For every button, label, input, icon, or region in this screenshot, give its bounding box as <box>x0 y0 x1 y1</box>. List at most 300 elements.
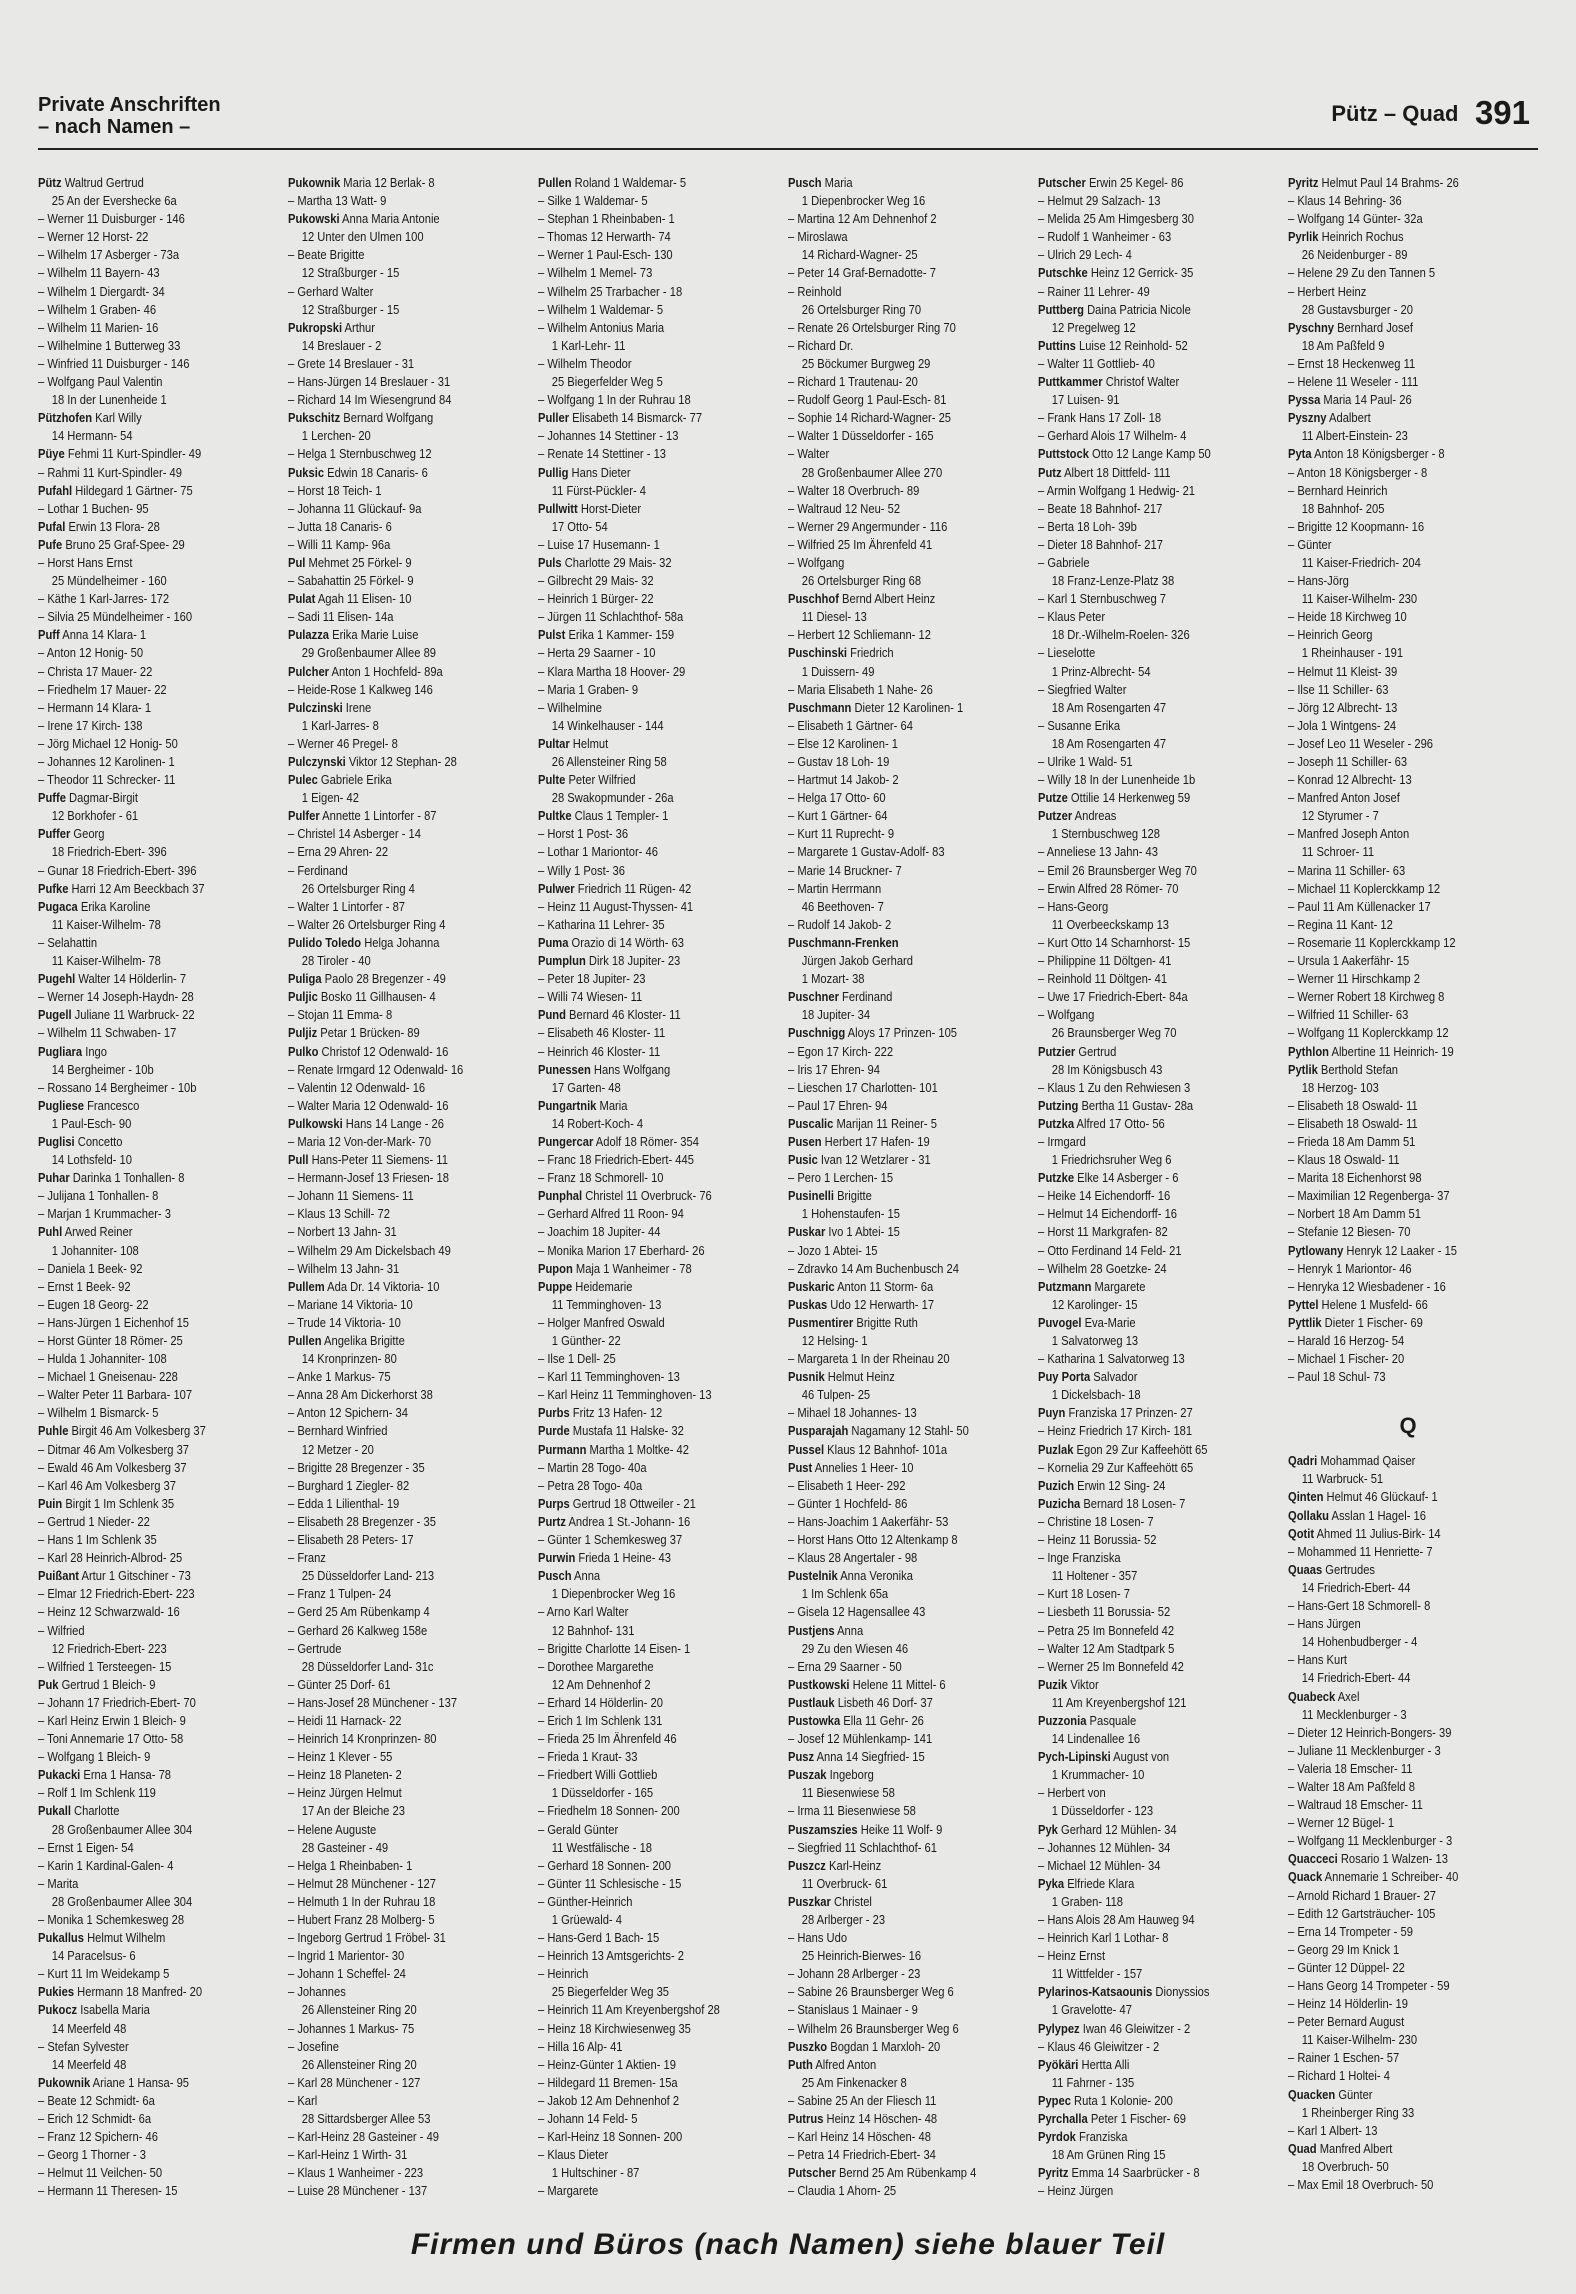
entry-details: Adalbert <box>1326 410 1371 426</box>
list-item: – Renate Irmgard 12 Odenwald- 16 <box>288 1061 464 1077</box>
list-item <box>1038 1983 1277 2001</box>
entry-details: Birgit 46 Am Volkesberg 37 <box>68 1423 206 1439</box>
surname: Puma <box>538 934 569 950</box>
list-item: 12 Pregelweg 12 <box>1051 319 1136 335</box>
list-item: 1 Düsseldorfer - 123 <box>1051 1803 1154 1819</box>
list-item: – Petra 28 Togo- 40a <box>538 1477 643 1493</box>
column-6 <box>1288 174 1528 2198</box>
list-item: 1 Friedrichsruher Weg 6 <box>1051 1152 1172 1168</box>
list-item <box>288 409 527 427</box>
list-item: – Gerhard Alois 17 Wilhelm- 4 <box>1038 428 1187 444</box>
list-item: – Wolfgang 14 Günter- 32a <box>1288 211 1423 227</box>
list-item: 11 Diesel- 13 <box>801 609 867 625</box>
surname: Puttstock <box>1038 446 1089 462</box>
list-item <box>788 1821 1027 1839</box>
entry-details: Christof Walter <box>1102 374 1180 390</box>
list-item: – Horst Günter 18 Römer- 25 <box>38 1333 183 1348</box>
list-item: – Ulrich 29 Lech- 4 <box>1038 247 1132 263</box>
list-item: – Juliane 11 Mecklenburger - 3 <box>1288 1742 1441 1758</box>
list-item: – Friedhelm 18 Sonnen- 200 <box>538 1803 680 1819</box>
surname: Purps <box>538 1495 570 1511</box>
surname: Puschhof <box>788 591 839 607</box>
entry-details: Erwin 13 Flora- 28 <box>65 518 160 534</box>
list-item <box>1038 1368 1277 1386</box>
list-item <box>1038 1477 1277 1495</box>
list-item <box>288 988 527 1006</box>
entry-details: Egon 29 Zur Kaffeehött 65 <box>1073 1441 1208 1457</box>
list-item: – Manfred Anton Josef <box>1288 790 1400 806</box>
list-item: – Richard 14 Im Wiesengrund 84 <box>288 392 452 408</box>
list-item: – Hans Udo <box>788 1930 848 1946</box>
surname: Pufe <box>38 536 63 552</box>
list-item: – Grete 14 Breslauer - 31 <box>288 355 415 371</box>
list-item: – Helene 11 Weseler - 111 <box>1288 374 1419 390</box>
list-item: – Karl-Heinz 28 Gasteiner - 49 <box>288 2129 440 2145</box>
list-item: – Marina 11 Schiller- 63 <box>1288 862 1406 878</box>
list-item: – Karl-Heinz 18 Sonnen- 200 <box>538 2129 683 2145</box>
list-item: – Wolfgang Paul Valentin <box>38 374 163 390</box>
entry-details: Helmut Heinz <box>824 1369 895 1385</box>
list-item: 14 Lindenallee 16 <box>1051 1731 1141 1747</box>
entry-details: Erika 1 Kammer- 159 <box>565 627 675 643</box>
list-item: – Gerald Günter <box>538 1821 619 1837</box>
list-item <box>1038 2110 1277 2128</box>
surname: Pufahl <box>38 482 73 498</box>
list-item: – Karl 1 Albert- 13 <box>1288 2122 1378 2138</box>
list-item: 11 Wittfelder - 157 <box>1051 1966 1143 1982</box>
list-item: – Helene 29 Zu den Tannen 5 <box>1288 265 1436 281</box>
list-item <box>788 1296 1027 1314</box>
list-item: 1 Im Schlenk 65a <box>801 1586 889 1602</box>
list-item: – Hans Alois 28 Am Hauweg 94 <box>1038 1912 1195 1927</box>
list-item: – Julijana 1 Tonhallen- 8 <box>38 1188 159 1204</box>
surname: Quad <box>1288 2140 1317 2156</box>
list-item: – Karl Heinz 11 Temminghoven- 13 <box>538 1387 712 1403</box>
list-item: 18 In der Lunenheide 1 <box>51 392 167 408</box>
list-item: 1 Karl-Jarres- 8 <box>301 717 379 733</box>
list-item: 14 Friedrich-Ebert- 44 <box>1301 1670 1411 1686</box>
list-item: – Friedhelm 17 Mauer- 22 <box>38 681 167 697</box>
entry-details: Karl-Heinz <box>825 1857 882 1873</box>
entry-details: Iwan 46 Gleiwitzer - 2 <box>1079 2020 1191 2036</box>
list-item: – Lothar 1 Mariontor- 46 <box>538 844 658 860</box>
list-item: – Katharina 11 Lehrer- 35 <box>538 916 665 932</box>
list-item: – Margareta 1 In der Rheinau 20 <box>788 1351 950 1367</box>
list-item: 12 Straßburger - 15 <box>301 301 400 317</box>
entry-details: Ottilie 14 Herkenweg 59 <box>1067 790 1191 806</box>
list-item: – Walter 26 Ortelsburger Ring 4 <box>288 916 446 932</box>
entry-details: Charlotte <box>70 1803 120 1819</box>
list-item <box>38 1766 277 1784</box>
entry-details: Albertine 11 Heinrich- 19 <box>1328 1043 1454 1059</box>
list-item: 1 Eigen- 42 <box>301 790 359 806</box>
surname: Pustowka <box>788 1712 841 1728</box>
list-item: – Anton 12 Honig- 50 <box>38 645 144 661</box>
surname: Pulazza <box>288 627 330 643</box>
surname: Pyssa <box>1288 392 1321 408</box>
entry-details: Emma 14 Saarbrücker - 8 <box>1068 2165 1200 2181</box>
list-item <box>1038 1278 1277 1296</box>
list-item: – Emil 26 Braunsberger Weg 70 <box>1038 862 1197 878</box>
surname: Putzke <box>1038 1170 1075 1186</box>
list-item: – Rainer 11 Lehrer- 49 <box>1038 283 1150 299</box>
list-item <box>1038 1495 1277 1513</box>
entry-details: Isabella Maria <box>77 2002 150 2018</box>
list-item: – Franc 18 Friedrich-Ebert- 445 <box>538 1152 694 1168</box>
surname: Pustjens <box>788 1622 835 1638</box>
surname: Pütz <box>38 175 62 190</box>
list-item: – Wilhelm 25 Trarbacher - 18 <box>538 283 683 299</box>
entry-details: Alfred 17 Otto- 56 <box>1074 1115 1165 1131</box>
entry-details: Ahmed 11 Julius-Birk- 14 <box>1314 1525 1441 1541</box>
surname: Pusch <box>538 1568 572 1584</box>
entry-details: Maria 14 Paul- 26 <box>1320 392 1412 408</box>
list-item: 26 Allensteiner Ring 58 <box>551 754 667 769</box>
list-item: 18 Overbruch- 50 <box>1301 2158 1389 2174</box>
surname: Pytlowany <box>1288 1242 1344 1258</box>
page-header <box>38 92 1538 150</box>
list-item: – Herta 29 Saarner - 10 <box>538 645 656 661</box>
list-item: – Irmgard <box>1038 1133 1086 1149</box>
list-item: – Helmut 28 Münchener - 127 <box>288 1875 436 1891</box>
list-item: 14 Richard-Wagner- 25 <box>801 247 918 263</box>
entry-details: Bertha 11 Gustav- 28a <box>1078 1097 1194 1113</box>
list-item <box>788 2110 1027 2128</box>
entry-details: Mehmet 25 Förkel- 9 <box>305 554 412 570</box>
list-item: – Monika Marion 17 Eberhard- 26 <box>538 1242 705 1258</box>
list-item: – Harald 16 Herzog- 54 <box>1288 1333 1405 1348</box>
list-item: 18 Franz-Lenze-Platz 38 <box>1051 573 1175 589</box>
list-item <box>1038 789 1277 807</box>
entry-details: Hans Dieter <box>568 464 631 480</box>
surname: Putzing <box>1038 1097 1079 1113</box>
list-item: – Siegfried Walter <box>1038 681 1127 697</box>
list-item: 28 Sittardsberger Allee 53 <box>301 2111 431 2127</box>
surname: Pych-Lipinski <box>1038 1749 1111 1765</box>
list-item: – Karl 28 Heinrich-Albrod- 25 <box>38 1550 183 1566</box>
entry-details: Waltrud Gertrud <box>61 175 144 190</box>
list-item: – Henryka 12 Wiesbadener - 16 <box>1288 1278 1446 1294</box>
list-item: – Heike 14 Eichendorff- 16 <box>1038 1188 1171 1204</box>
surname: Pulczynski <box>288 754 346 769</box>
list-item: – Michael 11 Koplerckkamp 12 <box>1288 880 1441 896</box>
list-item: 25 Düsseldorfer Land- 213 <box>301 1568 435 1584</box>
surname: Pusen <box>788 1133 822 1149</box>
list-item: 11 Kaiser-Wilhelm- 230 <box>1301 591 1418 607</box>
list-item: – Stefanie 12 Biesen- 70 <box>1288 1224 1411 1240</box>
list-item: 18 Am Rosengarten 47 <box>1051 735 1167 751</box>
list-item: 1 Prinz-Albrecht- 54 <box>1051 663 1151 679</box>
list-item <box>538 626 777 644</box>
surname: Putscher <box>1038 175 1086 190</box>
list-item: – Wilhelm 1 Memel- 73 <box>538 265 653 281</box>
list-item: 25 Heinrich-Bierwes- 16 <box>801 1948 922 1964</box>
list-item: – Gabriele <box>1038 554 1090 570</box>
list-item: 18 Friedrich-Ebert- 396 <box>51 844 167 860</box>
list-item: 12 Friedrich-Ebert- 223 <box>51 1640 167 1656</box>
list-item: – Michael 1 Fischer- 20 <box>1288 1351 1405 1367</box>
list-item: – Maria 12 Von-der-Mark- 70 <box>288 1133 431 1149</box>
list-item: – Horst Hans Ernst <box>38 554 133 570</box>
surname: Pulcher <box>288 663 330 679</box>
list-item <box>1288 445 1527 463</box>
entry-details: Bernard 18 Losen- 7 <box>1080 1495 1186 1511</box>
list-item: – Wilhelmine 1 Butterweg 33 <box>38 337 181 353</box>
list-item <box>288 319 527 337</box>
list-item <box>538 735 777 753</box>
entry-details: Birgit 1 Im Schlenk 35 <box>62 1495 175 1511</box>
list-item: – Werner 14 Joseph-Haydn- 28 <box>38 989 194 1005</box>
list-item: – Daniela 1 Beek- 92 <box>38 1260 143 1276</box>
list-item: 11 Warbruck- 51 <box>1301 1471 1384 1487</box>
list-item: – Georg 1 Thorner - 3 <box>38 2147 146 2163</box>
list-item: 14 Breslauer - 2 <box>301 337 382 353</box>
list-item: – Johannes 12 Mühlen- 34 <box>1038 1839 1171 1855</box>
entry-details: Dionyssios <box>1152 1984 1210 2000</box>
list-item: – Hildegard 11 Bremen- 15a <box>538 2074 678 2090</box>
entry-details: Christel 11 Overbruck- 76 <box>582 1188 712 1204</box>
list-item: – Heinz Jürgen Helmut <box>288 1785 402 1801</box>
list-item: – Walter 18 Am Paßfeld 8 <box>1288 1778 1415 1794</box>
list-item: 11 Am Kreyenbergshof 121 <box>1051 1694 1187 1710</box>
list-item: – Ingeborg Gertrud 1 Fröbel- 31 <box>288 1930 446 1946</box>
list-item: – Rahmi 11 Kurt-Spindler- 49 <box>38 464 182 480</box>
surname: Pusz <box>788 1749 815 1765</box>
entry-details: Mohammad Qaiser <box>1317 1453 1416 1469</box>
entry-details: Heinrich Rochus <box>1318 229 1404 245</box>
list-item <box>538 1549 777 1567</box>
entry-details: Klaus 12 Bahnhof- 101a <box>824 1441 948 1457</box>
list-item: – Erich 1 Im Schlenk 131 <box>538 1712 663 1728</box>
entry-details: Elfriede Klara <box>1064 1875 1135 1891</box>
surname: Pugliese <box>38 1097 84 1113</box>
list-item: 11 Schroer- 11 <box>1301 844 1375 860</box>
list-item: – Heinz-Günter 1 Aktien- 19 <box>538 2056 676 2072</box>
list-item: – Martina 12 Am Dehnenhof 2 <box>788 211 937 227</box>
list-item: – Walter 12 Am Stadtpark 5 <box>1038 1640 1175 1656</box>
surname: Purde <box>538 1423 570 1439</box>
list-item: – Rudolf Georg 1 Paul-Esch- 81 <box>788 392 947 408</box>
list-item: – Hartmut 14 Jakob- 2 <box>788 772 899 788</box>
list-item <box>38 536 277 554</box>
list-item: – Wilhelm 11 Bayern- 43 <box>38 265 160 281</box>
entry-details: Charlotte 29 Mais- 32 <box>561 554 672 570</box>
entry-details: Edwin 18 Canaris- 6 <box>324 464 428 480</box>
entry-details: Dieter 1 Fischer- 69 <box>1321 1314 1423 1330</box>
surname: Pyttlik <box>1288 1314 1322 1330</box>
surname: Pypec <box>1038 2092 1071 2108</box>
surname: Pulko <box>288 1043 319 1059</box>
list-item: – Elisabeth 1 Gärtner- 64 <box>788 717 913 733</box>
list-item: – Erna 14 Trompeter - 59 <box>1288 1923 1413 1939</box>
list-item: – Reinhold 11 Döltgen- 41 <box>1038 971 1168 987</box>
surname: Pusnik <box>788 1369 825 1385</box>
list-item: – Richard 1 Holtei- 4 <box>1288 2068 1390 2084</box>
list-item: 1 Diepenbrocker Weg 16 <box>551 1586 676 1602</box>
list-item <box>538 1187 777 1205</box>
list-item <box>788 644 1027 662</box>
surname: Puhle <box>38 1423 69 1439</box>
entry-details: Petar 1 Brücken- 89 <box>317 1025 420 1041</box>
entry-details: Anna <box>834 1622 864 1638</box>
list-item <box>38 898 277 916</box>
list-item: 18 Am Grünen Ring 15 <box>1051 2147 1166 2163</box>
list-item <box>538 1097 777 1115</box>
surname: Pultar <box>538 735 570 751</box>
list-item: – Frieda 1 Kraut- 33 <box>538 1749 638 1765</box>
list-item: – Monika 1 Schemkesweg 28 <box>38 1912 185 1927</box>
list-item: – Karl Heinz Erwin 1 Bleich- 9 <box>38 1712 186 1728</box>
list-item: – Ulrike 1 Wald- 51 <box>1038 754 1133 769</box>
list-item <box>38 1929 277 1947</box>
list-item: 26 Ortelsburger Ring 68 <box>801 573 922 589</box>
column-2 <box>288 174 528 2198</box>
list-item: – Ilse 11 Schiller- 63 <box>1288 681 1389 697</box>
surname: Puvogel <box>1038 1314 1082 1330</box>
entry-details: Eva-Marie <box>1081 1314 1136 1330</box>
surname: Pulido Toledo <box>288 934 362 950</box>
list-item <box>788 2164 1027 2182</box>
list-item: – Heinz 18 Planeten- 2 <box>288 1767 402 1783</box>
list-item <box>1038 301 1277 319</box>
list-item: – Gisela 12 Hagensallee 43 <box>788 1604 926 1620</box>
list-item: – Gertrud 1 Nieder- 22 <box>38 1513 150 1529</box>
list-item: – Günther-Heinrich <box>538 1893 633 1909</box>
list-item <box>1288 1507 1527 1525</box>
entry-details: Maria 12 Berlak- 8 <box>340 175 435 190</box>
list-item: – Willi 74 Wiesen- 11 <box>538 989 643 1005</box>
list-item: – Johann 11 Siemens- 11 <box>288 1188 414 1204</box>
list-item <box>288 970 527 988</box>
entry-details: Walter 14 Hölderlin- 7 <box>75 971 187 987</box>
entry-details: Bosko 11 Gillhausen- 4 <box>317 989 436 1005</box>
list-item: – Elisabeth 18 Oswald- 11 <box>1288 1115 1418 1131</box>
list-item <box>788 1115 1027 1133</box>
list-item: – Waltraud 12 Neu- 52 <box>788 500 901 516</box>
page-number: 391 <box>1474 94 1530 131</box>
surname: Pyritz <box>1288 175 1319 190</box>
list-item: – Klaus 18 Oswald- 11 <box>1288 1152 1400 1168</box>
surname: Purtz <box>538 1513 566 1529</box>
surname: Putzier <box>1038 1043 1076 1059</box>
list-item: – Melida 25 Am Himgesberg 30 <box>1038 211 1194 227</box>
entry-details: Axel <box>1335 1688 1360 1704</box>
list-item <box>1288 1688 1527 1706</box>
list-item: – Martin 28 Togo- 40a <box>538 1459 647 1475</box>
list-item: – Christine 18 Losen- 7 <box>1038 1513 1154 1529</box>
list-item: – Heinz 14 Hölderlin- 19 <box>1288 1996 1408 2012</box>
list-item: – Stanislaus 1 Mainaer - 9 <box>788 2002 918 2018</box>
column-1 <box>38 174 278 2198</box>
list-item <box>1288 409 1527 427</box>
entry-details: Otto 12 Lange Kamp 50 <box>1088 446 1211 462</box>
entry-details: Erwin 25 Kegel- 86 <box>1085 175 1184 190</box>
list-item: – Beate 12 Schmidt- 6a <box>38 2092 155 2108</box>
surname: Pufke <box>38 880 69 896</box>
list-item <box>538 1133 777 1151</box>
entry-details: Hertta Alli <box>1078 2056 1130 2072</box>
list-item <box>288 807 527 825</box>
entry-details: Elisabeth 14 Bismarck- 77 <box>569 410 703 426</box>
list-item: – Max Emil 18 Overbruch- 50 <box>1288 2177 1434 2193</box>
surname: Pulst <box>538 627 566 643</box>
list-item: – Ernst 1 Eigen- 54 <box>38 1839 134 1855</box>
list-item: – Heinz 1 Klever - 55 <box>288 1749 393 1765</box>
list-item: – Marita 18 Eichenhorst 98 <box>1288 1170 1422 1186</box>
list-item <box>1038 1748 1277 1766</box>
list-item: – Maximilian 12 Regenberga- 37 <box>1288 1188 1450 1204</box>
list-item: – Ernst 18 Heckenweg 11 <box>1288 355 1416 371</box>
surname: Puff <box>38 627 60 643</box>
list-item <box>788 1712 1027 1730</box>
surname: Pulfer <box>288 808 320 824</box>
list-item: 12 Am Dehnenhof 2 <box>551 1676 651 1692</box>
entry-details: Ingeborg <box>826 1767 874 1783</box>
list-item <box>288 174 527 192</box>
list-item: – Günter 11 Schlesische - 15 <box>538 1875 682 1891</box>
list-item: – Karl <box>288 2092 318 2108</box>
list-item: 28 Großenbaumer Allee 304 <box>51 1821 193 1837</box>
entry-details: Gertrudes <box>1322 1561 1376 1577</box>
list-item <box>38 1169 277 1187</box>
list-item: – Johannes 14 Stettiner - 13 <box>538 428 679 444</box>
surname: Pultke <box>538 808 572 824</box>
surname: Puschinski <box>788 645 848 661</box>
list-item: 1 Grüewald- 4 <box>551 1912 622 1927</box>
list-item: – Manfred Joseph Anton <box>1288 826 1410 842</box>
list-item <box>38 1983 277 2001</box>
entry-details: Christof 12 Odenwald- 16 <box>318 1043 449 1059</box>
list-item: – Sabine 25 An der Fliesch 11 <box>788 2092 937 2108</box>
list-item: – Hans-Gerd 1 Bach- 15 <box>538 1930 660 1946</box>
list-item: – Elisabeth 28 Bregenzer - 35 <box>288 1513 436 1529</box>
list-item: – Rudolf 1 Wanheimer - 63 <box>1038 229 1172 245</box>
list-item: – Käthe 1 Karl-Jarres- 172 <box>38 591 170 607</box>
list-item <box>1288 1043 1527 1061</box>
list-item <box>1038 1875 1277 1893</box>
surname: Pusic <box>788 1152 818 1168</box>
surname: Pugaca <box>38 898 78 914</box>
list-item: 1 Günther- 22 <box>551 1333 621 1348</box>
list-item: – Christel 14 Asberger - 14 <box>288 826 421 842</box>
list-item <box>1038 2056 1277 2074</box>
list-item: – Johanna 11 Glückauf- 9a <box>288 500 422 516</box>
entry-details: Annelies 1 Heer- 10 <box>812 1459 914 1475</box>
column-4 <box>788 174 1028 2198</box>
list-item: – Mariane 14 Viktoria- 10 <box>288 1296 413 1312</box>
list-item: – Winfried 11 Duisburger - 146 <box>38 355 190 371</box>
entry-details: Helene 1 Musfeld- 66 <box>1318 1296 1428 1312</box>
list-item: 18 Dr.-Wilhelm-Roelen- 326 <box>1051 627 1190 643</box>
surname: Qadri <box>1288 1453 1318 1469</box>
surname: Pullen <box>538 175 572 190</box>
entry-details: Andreas <box>1072 808 1117 824</box>
list-item <box>38 626 277 644</box>
entry-details: Gerhard 12 Mühlen- 34 <box>1057 1821 1177 1837</box>
entry-details: Gertrud 18 Ottweiler - 21 <box>569 1495 696 1511</box>
surname: Pullen <box>288 1333 322 1348</box>
list-item: – Hans-Josef 28 Münchener - 137 <box>288 1694 458 1710</box>
entry-details: Agah 11 Elisen- 10 <box>315 591 412 607</box>
entry-details: Henryk 12 Laaker - 15 <box>1343 1242 1458 1258</box>
list-item: 26 Allensteiner Ring 20 <box>301 2056 417 2072</box>
list-item <box>38 518 277 536</box>
surname: Pythlon <box>1288 1043 1329 1059</box>
list-item: – Wilfried <box>38 1622 85 1638</box>
list-item: – Wolfgang 11 Mecklenburger - 3 <box>1288 1833 1453 1849</box>
surname: Pund <box>538 1007 566 1023</box>
list-item <box>1288 1314 1527 1332</box>
